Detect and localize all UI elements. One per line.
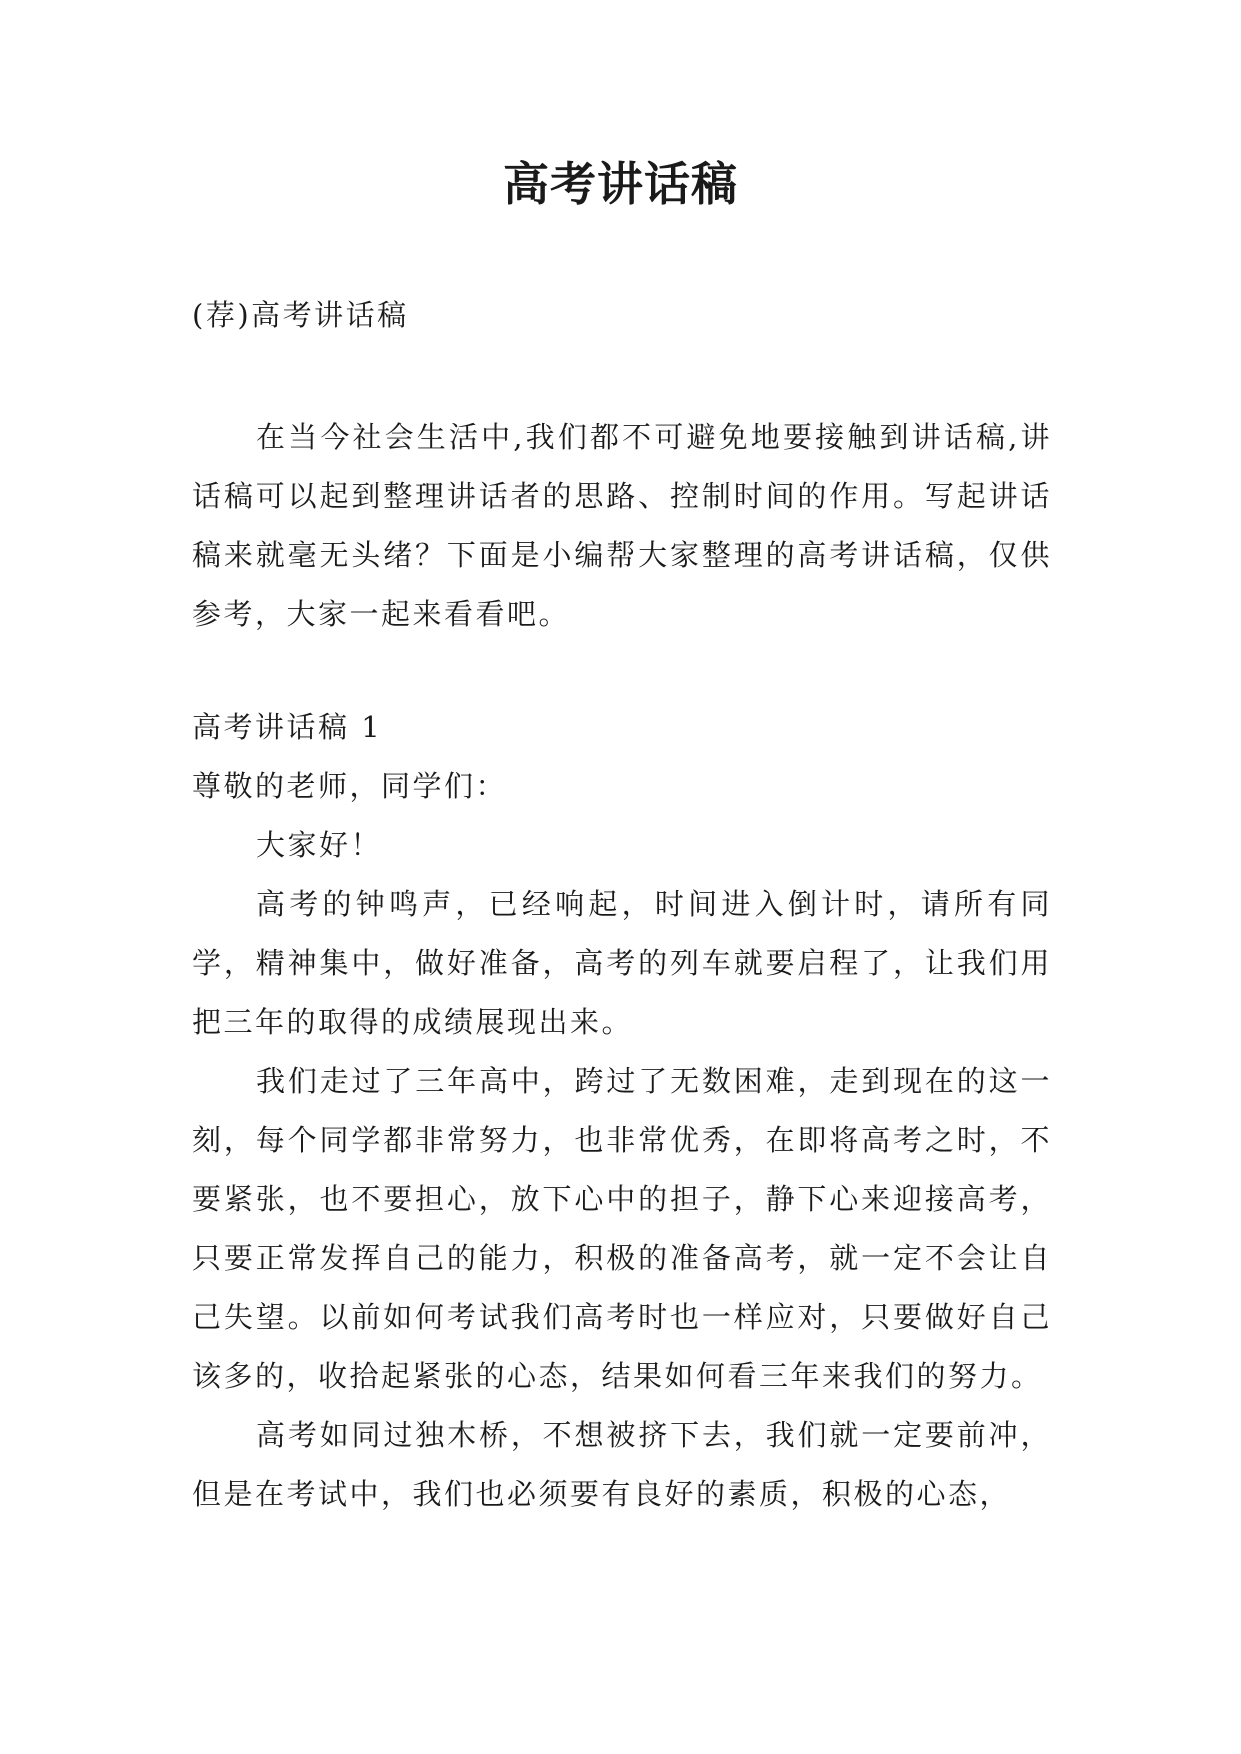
speech-greeting: 大家好！ [256, 828, 383, 862]
speech-heading: 高考讲话稿 1 [192, 710, 383, 744]
speech-paragraph-3: 高考如同过独木桥，不想被挤下去，我们就一定要前冲，但是在考试中，我们也必须要有良好的素质，积极的心态， [192, 1418, 1052, 1511]
speech-paragraph-2: 我们走过了三年高中，跨过了无数困难，走到现在的这一刻，每个同学都非常努力，也非常优秀，在即将高考之时，不要紧张，也不要担心，放下心中的担子，静下心来迎接高考，只要正常发挥自己的能力，积极的准备高考，就一定不会让自己失望。以前如何考试我们高考时也一样应对，只要做好自己该多的，收拾起紧张的心态，结果如何看三年来我们的努力。 [192, 1064, 1052, 1393]
speech-salutation: 尊敬的老师，同学们： [192, 769, 508, 803]
intro-paragraph: 在当今社会生活中,我们都不可避免地要接触到讲话稿,讲话稿可以起到整理讲话者的思路、控制时间的作用。写起讲话稿来就毫无头绪？下面是小编帮大家整理的高考讲话稿，仅供参考，大家一起来看看吧。 [192, 420, 1052, 631]
speech-section [192, 698, 1052, 1524]
speech-paragraph-1: 高考的钟鸣声，已经响起，时间进入倒计时，请所有同学，精神集中，做好准备，高考的列车就要启程了，让我们用把三年的取得的成绩展现出来。 [192, 887, 1052, 1039]
document-subtitle: (荐)高考讲话稿 [192, 298, 409, 332]
document-title: 高考讲话稿 [503, 157, 738, 211]
